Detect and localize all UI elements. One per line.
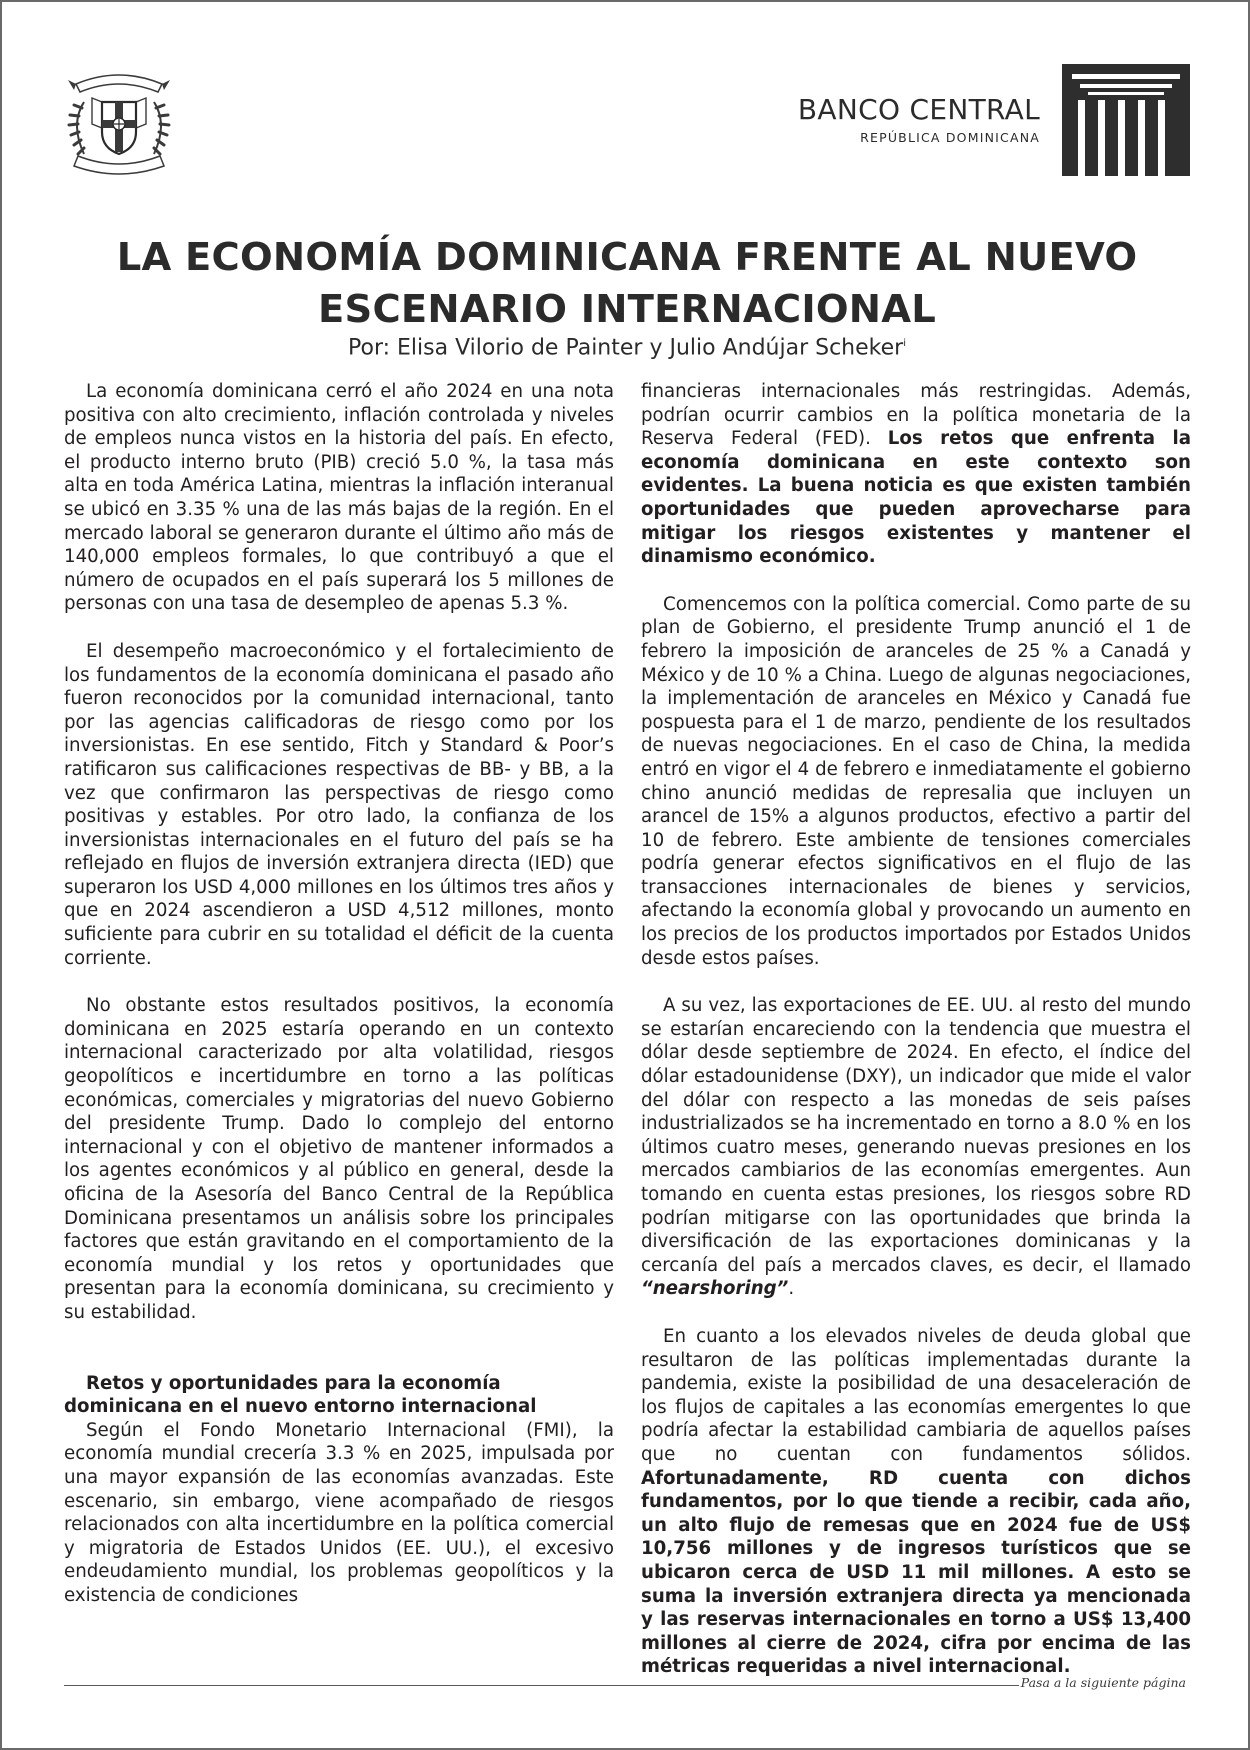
bank-logo-name: BANCO CENTRAL <box>797 93 1040 126</box>
paragraph-text: En cuanto a los elevados niveles de deuda global que resultaron de las políticas implementadas durante la pandemia, existe la posibilidad de una desaceleración de los flujos de capitales a las economías emergentes lo que podría afectar la estabilidad cambiaria de aquellos países que no cuentan con fundamentos sólidos. <box>641 1325 1191 1465</box>
paragraph: Según el Fondo Monetario Internacional (FMI), la economía mundial crecería 3.3 % en 2025, impulsada por una mayor expansión de las economías avanzadas. Este escenario, sin embargo, viene acompañado de riesgos relacionados con alta incertidumbre en la política comercial y migratoria de Estados Unidos (EE. UU.), el excesivo endeudamiento mundial, los problemas geopolíticos y la existencia de condiciones <box>64 1419 614 1606</box>
byline-text: Por: Elisa Vilorio de Painter y Julio Andújar Scheker <box>348 335 904 361</box>
title-line-1: LA ECONOMÍA DOMINICANA FRENTE AL NUEVO <box>116 235 1138 280</box>
bank-logo-subtitle: REPÚBLICA DOMINICANA <box>860 130 1040 145</box>
footer-rule <box>64 1685 1019 1686</box>
article-byline <box>42 330 1212 362</box>
article-title <box>42 232 1212 336</box>
coat-of-arms-seal <box>62 62 176 176</box>
paragraph-text-end: . <box>788 1278 795 1300</box>
paragraph: No obstante estos resultados positivos, la economía dominicana en 2025 estaría operando en un contexto internacional caracterizado por alta volatilidad, riesgos geopolíticos e incertidumbre en torno a las políticas económicas, comerciales y migratorias del nuevo Gobierno del presidente Trump. Dado lo complejo del entorno internacional y con el objetivo de mantener informados a los agentes económicos y al público en general, desde la oficina de la Asesoría del Banco Central de la República Dominicana presentamos un análisis sobre los principales factores que están gravitando en el comportamiento de la economía mundial y los retos y oportunidades que presentan para la economía dominicana, su crecimiento y su estabilidad. <box>64 995 614 1323</box>
coat-of-arms-icon <box>62 62 176 176</box>
bank-columns-icon <box>1062 64 1190 176</box>
paragraph <box>641 1325 1191 1679</box>
paragraph <box>641 994 1191 1301</box>
paragraph-italic-term: “nearshoring” <box>641 1278 789 1300</box>
paragraph: La economía dominicana cerró el año 2024 en una nota positiva con alto crecimiento, inflación controlada y niveles de empleos nunca vistos en la historia del país. En efecto, el producto interno bruto (PIB) creció 5.0 %, la tasa más alta en toda América Latina, mientras la inflación interanual se ubicó en 3.35 % una de las más bajas de la región. En el mercado laboral se generaron durante el último año más de 140,000 empleos formales, lo que contribuyó a que el número de ocupados en el país superará los 5 millones de personas con una tasa de desempleo de apenas 5.3 %. <box>64 381 614 615</box>
continued-note: Pasa a la siguiente página <box>1020 1675 1186 1690</box>
paragraph: El desempeño macroeconómico y el fortalecimiento de los fundamentos de la economía dominicana el pasado año fueron reconocidos por la comunidad internacional, tanto por las agencias calificadoras de riesgo como por los inversionistas. En ese sentido, Fitch y Standard & Poor’s ratificaron sus calificaciones respectivas de BB- y BB, a la vez que confirmaron las perspectivas de riesgo como positivas y estables. Por otro lado, la confianza de los inversionistas internacionales en el futuro del país se ha reflejado en flujos de inversión extranjera directa (IED) que superaron los USD 4,000 millones en los últimos tres años y que en 2024 ascendieron a USD 4,512 millones, monto suficiente para cubrir en su totalidad el déficit de la cuenta corriente. <box>64 640 614 969</box>
bank-logo-text <box>798 94 1040 145</box>
paragraph-emphasis: Los retos que enfrenta la economía dominicana en este contexto son evidentes. La buena noticia es que existen también oportunidades que pueden aprovecharse para mitigar los riesgos existentes y mantener el dinamismo económico. <box>641 428 1191 568</box>
section-subheading: Retos y oportunidades para la economía dominicana en el nuevo entorno internacional <box>64 1372 537 1418</box>
left-column <box>64 380 614 1608</box>
right-column <box>641 380 1191 1679</box>
title-line-2: ESCENARIO INTERNACIONAL <box>318 287 936 332</box>
paragraph-text: A su vez, las exportaciones de EE. UU. al resto del mundo se estarían encareciendo con la tendencia que muestra el dólar desde septiembre de 2024. En efecto, el índice del dólar estadounidense (DXY), un indicador que mide el valor del dólar con respecto a las monedas de seis países industrializados se ha incrementado en torno a 8.0 % en los últimos cuatro meses, generando nuevas presiones en los mercados cambiarios de las economías emergentes. Aun tomando en cuenta estas presiones, los riesgos sobre RD podrían mitigarse con las oportunidades que brinda la diversificación de las exportaciones dominicanas y la cercanía del país a mercados claves, es decir, el llamado <box>641 995 1191 1276</box>
byline-footnote-mark: i <box>903 338 906 349</box>
paragraph-text: financieras internacionales más restringidas. Además, podrían ocurrir cambios en la política monetaria de la Reserva Federal (FED). <box>641 381 1191 450</box>
paragraph: Comencemos con la política comercial. Como parte de su plan de Gobierno, el presidente Trump anunció el 1 de febrero la imposición de aranceles de 25 % a Canadá y México y de 10 % a China. Luego de algunas negociaciones, la implementación de aranceles en México y Canadá fue pospuesta para el 1 de marzo, pendiente de los resultados de nuevas negociaciones. En el caso de China, la medida entró en vigor el 4 de febrero e inmediatamente el gobierno chino anunció medidas de represalia que incluyen un arancel de 15% a algunos productos, efectivo a partir del 10 de febrero. Este ambiente de tensiones comerciales podría generar efectos significativos en el flujo de las transacciones internacionales de bienes y servicios, afectando la economía global y provocando un aumento en los precios de los productos importados por Estados Unidos desde estos países. <box>641 593 1191 969</box>
paragraph-emphasis: Afortunadamente, RD cuenta con dichos fundamentos, por lo que tiende a recibir, cada año, un alto flujo de remesas que en 2024 fue de US$ 10,756 millones y de ingresos turísticos que se ubicaron cerca de USD 11 mil millones. A esto se suma la inversión extranjera directa ya mencionada y las reservas internacionales en torno a US$ 13,400 millones al cierre de 2024, cifra por encima de las métricas requeridas a nivel internacional. <box>641 1467 1191 1678</box>
paragraph <box>641 380 1191 569</box>
